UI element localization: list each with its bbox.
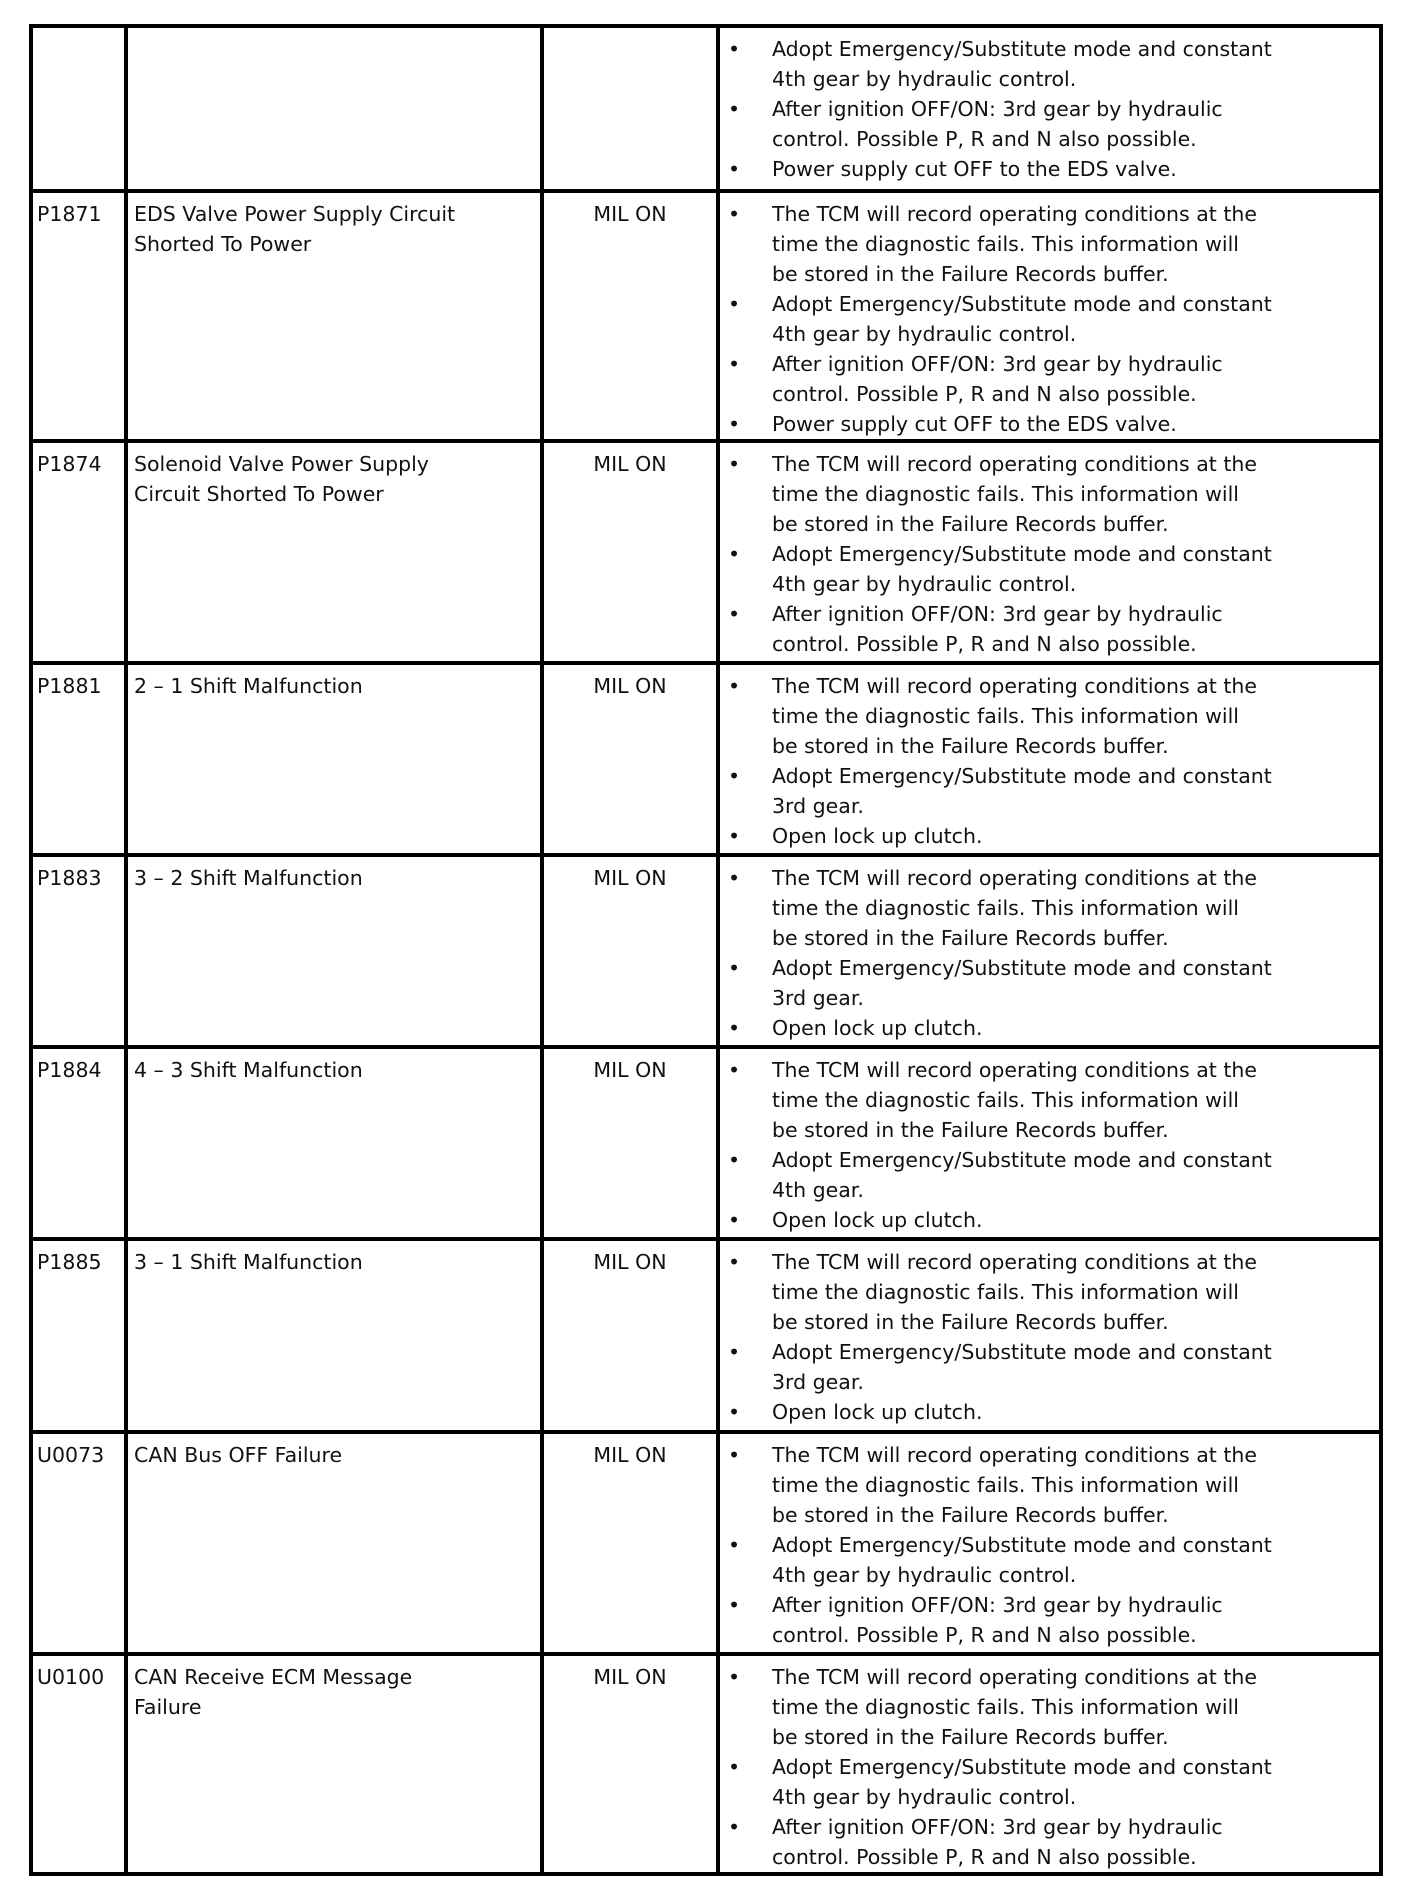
dtc-description: 3 – 2 Shift Malfunction <box>126 855 542 1047</box>
table-row <box>31 663 1381 855</box>
action-list <box>726 1247 1373 1427</box>
dtc-code <box>31 26 126 191</box>
bullet-icon: • <box>728 97 741 121</box>
bullet-icon: • <box>728 452 741 476</box>
mil-status: MIL ON <box>542 191 718 441</box>
bullet-icon: • <box>728 1755 741 1779</box>
list-item <box>726 671 1373 761</box>
action-text: Adopt Emergency/Substitute mode and constant 4th gear by hydraulic control. <box>772 1533 1272 1587</box>
dtc-code: U0073 <box>31 1432 126 1654</box>
action-text: Open lock up clutch. <box>772 1208 983 1232</box>
dtc-code: P1881 <box>31 663 126 855</box>
bullet-icon: • <box>728 1148 741 1172</box>
list-item <box>726 1337 1373 1397</box>
list-item <box>726 599 1373 659</box>
action-list <box>726 1055 1373 1235</box>
list-item <box>726 1752 1373 1812</box>
list-item <box>726 1013 1373 1043</box>
action-text: Adopt Emergency/Substitute mode and constant 3rd gear. <box>772 764 1272 818</box>
bullet-icon: • <box>728 1016 741 1040</box>
action-text: Adopt Emergency/Substitute mode and constant 4th gear by hydraulic control. <box>772 292 1272 346</box>
tcm-actions <box>718 1047 1381 1239</box>
action-list <box>726 34 1373 184</box>
list-item <box>726 349 1373 409</box>
bullet-icon: • <box>728 1665 741 1689</box>
action-list <box>726 449 1373 659</box>
action-text: Open lock up clutch. <box>772 1400 983 1424</box>
action-text: Adopt Emergency/Substitute mode and constant 4th gear by hydraulic control. <box>772 542 1272 596</box>
action-list <box>726 671 1373 851</box>
bullet-icon: • <box>728 157 741 181</box>
action-list <box>726 1662 1373 1872</box>
tcm-actions <box>718 26 1381 191</box>
action-text: After ignition OFF/ON: 3rd gear by hydraulic control. Possible P, R and N also possible. <box>772 1593 1223 1647</box>
bullet-icon: • <box>728 542 741 566</box>
table-row <box>31 1047 1381 1239</box>
list-item <box>726 1440 1373 1530</box>
bullet-icon: • <box>728 37 741 61</box>
action-text: Adopt Emergency/Substitute mode and constant 3rd gear. <box>772 1340 1272 1394</box>
action-text: Open lock up clutch. <box>772 1016 983 1040</box>
bullet-icon: • <box>728 1340 741 1364</box>
dtc-code: P1885 <box>31 1239 126 1432</box>
list-item <box>726 154 1373 184</box>
bullet-icon: • <box>728 412 741 436</box>
bullet-icon: • <box>728 1400 741 1424</box>
table-row <box>31 441 1381 663</box>
action-text: After ignition OFF/ON: 3rd gear by hydraulic control. Possible P, R and N also possible. <box>772 97 1223 151</box>
action-text: The TCM will record operating conditions at the time the diagnostic fails. This information will be stored in the Failure Records buffer. <box>772 1665 1258 1749</box>
list-item <box>726 1662 1373 1752</box>
action-text: The TCM will record operating conditions at the time the diagnostic fails. This information will be stored in the Failure Records buffer. <box>772 1250 1258 1334</box>
dtc-description: CAN Bus OFF Failure <box>126 1432 542 1654</box>
bullet-icon: • <box>728 202 741 226</box>
action-text: The TCM will record operating conditions at the time the diagnostic fails. This information will be stored in the Failure Records buffer. <box>772 1058 1258 1142</box>
action-text: Adopt Emergency/Substitute mode and constant 4th gear. <box>772 1148 1272 1202</box>
list-item <box>726 863 1373 953</box>
bullet-icon: • <box>728 352 741 376</box>
table-row <box>31 1239 1381 1432</box>
table-row <box>31 1654 1381 1874</box>
action-text: The TCM will record operating conditions at the time the diagnostic fails. This information will be stored in the Failure Records buffer. <box>772 202 1258 286</box>
mil-status: MIL ON <box>542 1047 718 1239</box>
list-item <box>726 1055 1373 1145</box>
tcm-actions <box>718 441 1381 663</box>
tcm-actions <box>718 855 1381 1047</box>
action-text: Adopt Emergency/Substitute mode and constant 4th gear by hydraulic control. <box>772 1755 1272 1809</box>
dtc-description: 3 – 1 Shift Malfunction <box>126 1239 542 1432</box>
dtc-description <box>126 26 542 191</box>
action-text: After ignition OFF/ON: 3rd gear by hydraulic control. Possible P, R and N also possible. <box>772 1815 1223 1869</box>
action-text: After ignition OFF/ON: 3rd gear by hydraulic control. Possible P, R and N also possible. <box>772 602 1223 656</box>
dtc-description: 2 – 1 Shift Malfunction <box>126 663 542 855</box>
bullet-icon: • <box>728 866 741 890</box>
dtc-code: P1884 <box>31 1047 126 1239</box>
mil-status: MIL ON <box>542 1432 718 1654</box>
dtc-table <box>29 24 1383 1876</box>
list-item <box>726 1530 1373 1590</box>
action-list <box>726 1440 1373 1650</box>
mil-status <box>542 26 718 191</box>
table-row <box>31 26 1381 191</box>
dtc-code: P1871 <box>31 191 126 441</box>
list-item <box>726 34 1373 94</box>
bullet-icon: • <box>728 1250 741 1274</box>
list-item <box>726 539 1373 599</box>
tcm-actions <box>718 1239 1381 1432</box>
tcm-actions <box>718 191 1381 441</box>
bullet-icon: • <box>728 956 741 980</box>
bullet-icon: • <box>728 602 741 626</box>
action-text: The TCM will record operating conditions at the time the diagnostic fails. This information will be stored in the Failure Records buffer. <box>772 1443 1258 1527</box>
dtc-description: 4 – 3 Shift Malfunction <box>126 1047 542 1239</box>
action-text: The TCM will record operating conditions at the time the diagnostic fails. This information will be stored in the Failure Records buffer. <box>772 674 1258 758</box>
list-item <box>726 953 1373 1013</box>
bullet-icon: • <box>728 1593 741 1617</box>
dtc-description: EDS Valve Power Supply Circuit Shorted To Power <box>126 191 542 441</box>
list-item <box>726 1397 1373 1427</box>
action-text: The TCM will record operating conditions at the time the diagnostic fails. This information will be stored in the Failure Records buffer. <box>772 452 1258 536</box>
dtc-code: P1874 <box>31 441 126 663</box>
dtc-code: U0100 <box>31 1654 126 1874</box>
bullet-icon: • <box>728 1443 741 1467</box>
bullet-icon: • <box>728 292 741 316</box>
dtc-description: CAN Receive ECM Message Failure <box>126 1654 542 1874</box>
table-row <box>31 855 1381 1047</box>
list-item <box>726 1205 1373 1235</box>
action-list <box>726 199 1373 439</box>
mil-status: MIL ON <box>542 1654 718 1874</box>
list-item <box>726 94 1373 154</box>
action-text: Open lock up clutch. <box>772 824 983 848</box>
bullet-icon: • <box>728 1058 741 1082</box>
dtc-code: P1883 <box>31 855 126 1047</box>
list-item <box>726 289 1373 349</box>
table-row <box>31 191 1381 441</box>
mil-status: MIL ON <box>542 441 718 663</box>
action-text: Adopt Emergency/Substitute mode and constant 4th gear by hydraulic control. <box>772 37 1272 91</box>
bullet-icon: • <box>728 764 741 788</box>
list-item <box>726 409 1373 439</box>
bullet-icon: • <box>728 1815 741 1839</box>
bullet-icon: • <box>728 1208 741 1232</box>
list-item <box>726 821 1373 851</box>
tcm-actions <box>718 663 1381 855</box>
action-list <box>726 863 1373 1043</box>
list-item <box>726 199 1373 289</box>
list-item <box>726 1145 1373 1205</box>
list-item <box>726 1590 1373 1650</box>
action-text: Adopt Emergency/Substitute mode and constant 3rd gear. <box>772 956 1272 1010</box>
mil-status: MIL ON <box>542 855 718 1047</box>
bullet-icon: • <box>728 1533 741 1557</box>
tcm-actions <box>718 1432 1381 1654</box>
action-text: The TCM will record operating conditions at the time the diagnostic fails. This information will be stored in the Failure Records buffer. <box>772 866 1258 950</box>
table-row <box>31 1432 1381 1654</box>
list-item <box>726 1247 1373 1337</box>
action-text: Power supply cut OFF to the EDS valve. <box>772 157 1177 181</box>
dtc-description: Solenoid Valve Power Supply Circuit Shorted To Power <box>126 441 542 663</box>
list-item <box>726 761 1373 821</box>
mil-status: MIL ON <box>542 1239 718 1432</box>
action-text: After ignition OFF/ON: 3rd gear by hydraulic control. Possible P, R and N also possible. <box>772 352 1223 406</box>
mil-status: MIL ON <box>542 663 718 855</box>
list-item <box>726 1812 1373 1872</box>
bullet-icon: • <box>728 674 741 698</box>
list-item <box>726 449 1373 539</box>
tcm-actions <box>718 1654 1381 1874</box>
action-text: Power supply cut OFF to the EDS valve. <box>772 412 1177 436</box>
bullet-icon: • <box>728 824 741 848</box>
